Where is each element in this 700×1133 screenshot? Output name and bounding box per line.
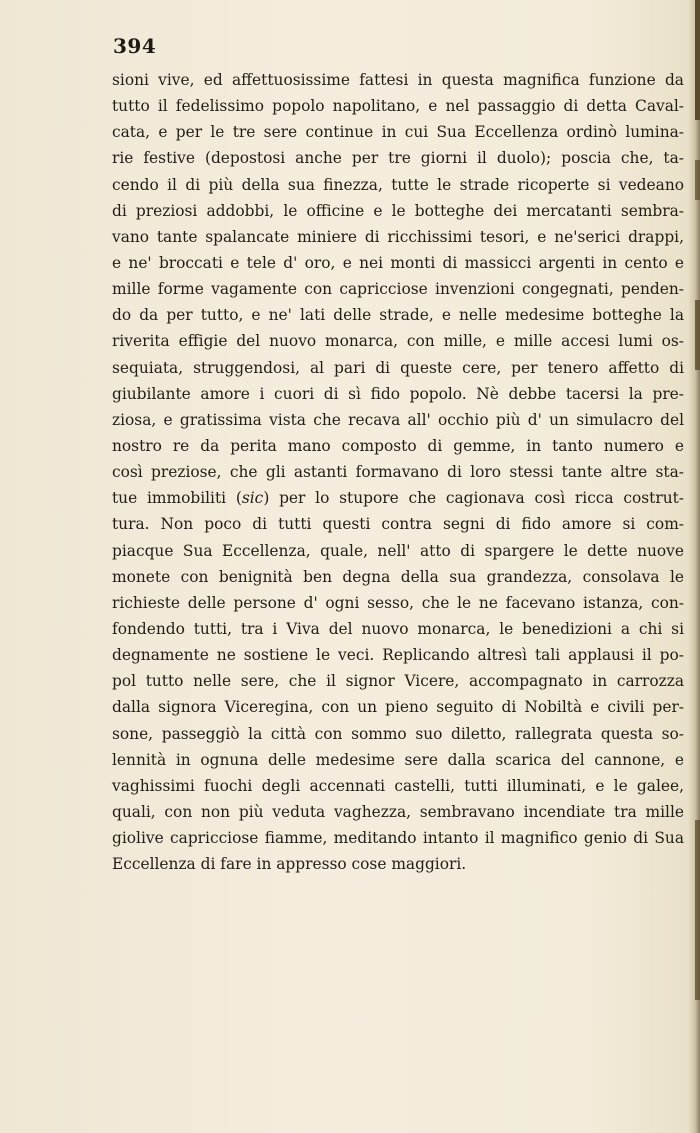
text-line: do da per tutto, e ne' lati delle strade, e nelle medesime botteghe la	[112, 306, 684, 325]
text-line: pol tutto nelle sere, che il signor Vicere, accompagnato in carrozza	[112, 672, 684, 691]
text-line: monete con benignità ben degna della sua grandezza, consolava le	[112, 567, 684, 586]
page-edge-mark	[695, 300, 700, 370]
text-line: cata, e per le tre sere continue in cui Sua Eccellenza ordinò lumina-	[112, 123, 684, 142]
text-line: fondendo tutti, tra i Viva del nuovo monarca, le benedizioni a chi si	[112, 619, 684, 638]
text-line: mille forme vagamente con capricciose invenzioni congegnati, penden-	[112, 280, 684, 299]
page-edge-mark	[695, 0, 700, 120]
text-line: sone, passeggiò la città con sommo suo diletto, rallegrata questa so-	[112, 724, 684, 743]
text-line: lennità in ognuna delle medesime sere dalla scarica del cannone, e	[112, 750, 684, 769]
text-line: richieste delle persone d' ogni sesso, che le ne facevano istanza, con-	[112, 593, 684, 612]
text-line: tue immobiliti (sic) per lo stupore che cagionava così ricca costrut-	[112, 489, 684, 508]
text-line: tura. Non poco di tutti questi contra segni di fido amore si com-	[112, 515, 684, 534]
text-line: giubilante amore i cuori di sì fido popolo. Nè debbe tacersi la pre-	[112, 384, 684, 403]
text-line: rie festive (depostosi anche per tre giorni il duolo); poscia che, ta-	[112, 149, 684, 168]
page-number: 394	[113, 34, 157, 58]
text-line: giolive capricciose fiamme, meditando intanto il magnifico genio di Sua	[112, 829, 684, 848]
text-line: di preziosi addobbi, le officine e le botteghe dei mercatanti sembra-	[112, 201, 684, 220]
text-line: degnamente ne sostiene le veci. Replicando altresì tali applausi il po-	[112, 646, 684, 665]
text-line: vaghissimi fuochi degli accennati castelli, tutti illuminati, e le galee,	[112, 776, 684, 795]
sic-marker: sic	[241, 489, 264, 508]
text-line: cendo il di più della sua finezza, tutte le strade ricoperte si vedeano	[112, 175, 684, 194]
text-line: quali, con non più veduta vaghezza, sembravano incendiate tra mille	[112, 802, 684, 821]
text-line: dalla signora Viceregina, con un pieno seguito di Nobiltà e civili per-	[112, 698, 684, 717]
text-line: sioni vive, ed affettuosissime fattesi in questa magnifica funzione da	[112, 71, 684, 89]
text-line: e ne' broccati e tele d' oro, e nei monti di massicci argenti in cento e	[112, 253, 684, 272]
text-line: vano tante spalancate miniere di ricchissimi tesori, e ne'serici drappi,	[112, 227, 684, 246]
text-line: piacque Sua Eccellenza, quale, nell' atto di spargere le dette nuove	[112, 541, 684, 560]
text-line: ziosa, e gratissima vista che recava all' occhio più d' un simulacro del	[112, 410, 684, 429]
page-edge-mark	[695, 820, 700, 1000]
text-line: sequiata, struggendosi, al pari di queste cere, per tenero affetto di	[112, 358, 684, 377]
text-line: riverita effigie del nuovo monarca, con mille, e mille accesi lumi os-	[112, 332, 684, 351]
text-line: così preziose, che gli astanti formavano di loro stessi tante altre sta-	[112, 463, 684, 482]
text-line: nostro re da perita mano composto di gemme, in tanto numero e	[112, 436, 684, 455]
page-edge-mark	[695, 160, 700, 200]
text-line-last: Eccellenza di fare in appresso cose maggiori.	[112, 855, 467, 874]
text-line: tutto il fedelissimo popolo napolitano, e nel passaggio di detta Caval-	[112, 97, 684, 116]
body-text	[112, 67, 684, 877]
